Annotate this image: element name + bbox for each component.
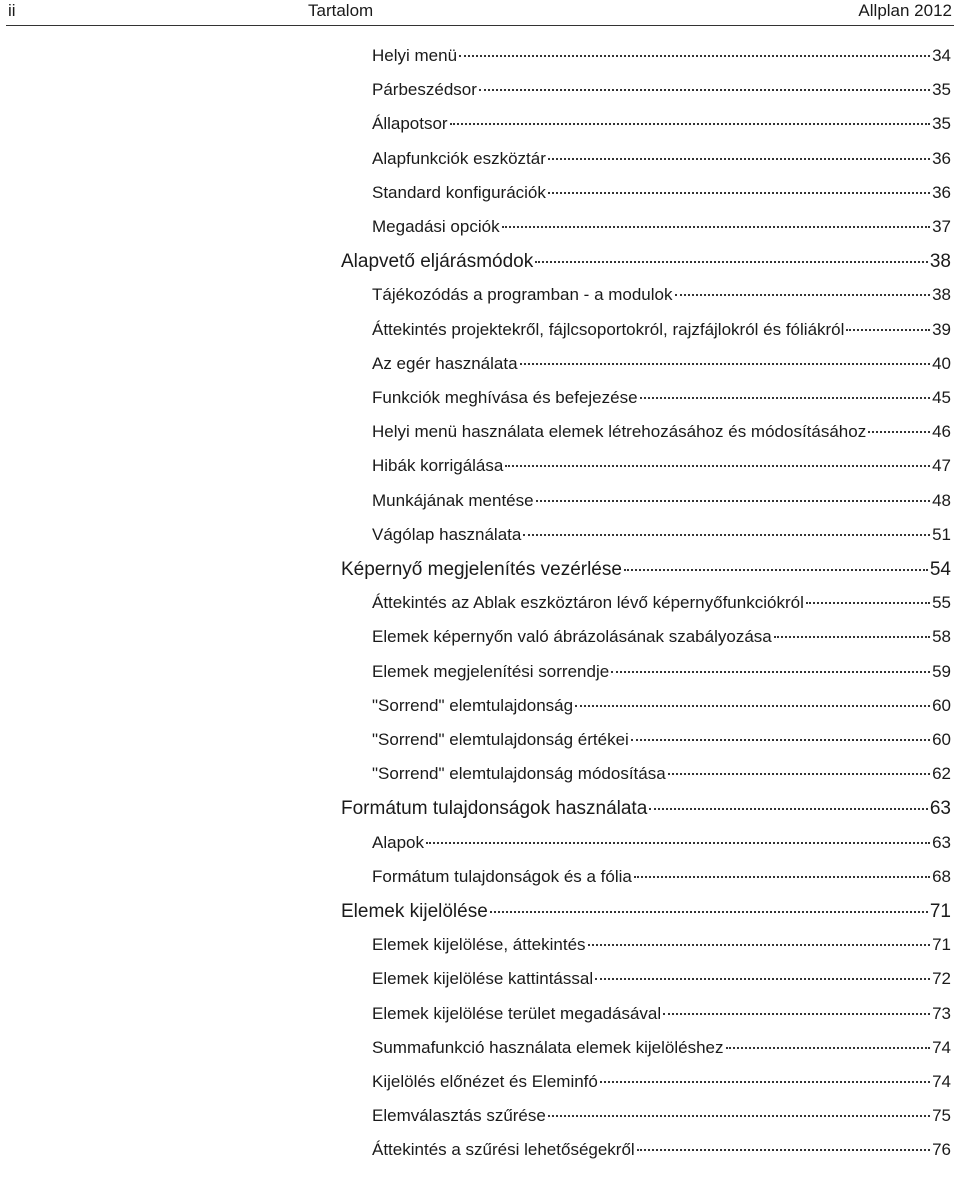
toc-section-entry[interactable] bbox=[372, 456, 951, 476]
toc-dot-leader bbox=[548, 158, 930, 160]
toc-dot-leader bbox=[502, 226, 931, 228]
toc-entry-page-number: 54 bbox=[929, 559, 951, 580]
toc-dot-leader bbox=[600, 1081, 930, 1083]
toc-dot-leader bbox=[523, 534, 930, 536]
toc-entry-title: Párbeszédsor bbox=[372, 80, 477, 100]
toc-dot-leader bbox=[806, 602, 930, 604]
toc-section-entry[interactable] bbox=[372, 935, 951, 955]
toc-entry-title: Áttekintés a szűrési lehetőségekről bbox=[372, 1140, 635, 1160]
toc-entry-page-number: 58 bbox=[932, 627, 951, 647]
toc-section-entry[interactable] bbox=[372, 183, 951, 203]
toc-dot-leader bbox=[637, 1149, 930, 1151]
toc-entry-title: Állapotsor bbox=[372, 114, 448, 134]
toc-entry-title: Alapok bbox=[372, 832, 424, 852]
toc-dot-leader bbox=[774, 636, 930, 638]
toc-entry-page-number: 62 bbox=[932, 764, 951, 784]
toc-dot-leader bbox=[640, 397, 931, 399]
toc-dot-leader bbox=[536, 500, 930, 502]
toc-section-entry[interactable] bbox=[372, 491, 951, 511]
toc-entry-page-number: 48 bbox=[932, 490, 951, 510]
toc-entry-title: Helyi menü bbox=[372, 46, 458, 65]
toc-entry-page-number: 45 bbox=[932, 388, 951, 407]
toc-section-entry[interactable] bbox=[372, 730, 951, 750]
toc-dot-leader bbox=[868, 431, 930, 433]
toc-entry-title: Formátum tulajdonságok és a fólia bbox=[372, 866, 632, 886]
toc-dot-leader bbox=[450, 123, 930, 125]
toc-entry-title: Tájékozódás a programban - a modulok bbox=[372, 285, 673, 305]
toc-entry-page-number: 60 bbox=[932, 730, 951, 749]
toc-section-entry[interactable] bbox=[372, 149, 951, 169]
toc-chapter-entry[interactable] bbox=[341, 798, 951, 820]
toc-entry-title: Elemválasztás szűrése bbox=[372, 1106, 546, 1126]
toc-dot-leader bbox=[505, 465, 930, 467]
toc-dot-leader bbox=[520, 363, 931, 365]
toc-chapter-entry[interactable] bbox=[341, 251, 951, 273]
header-rule bbox=[6, 25, 954, 26]
toc-section-entry[interactable] bbox=[372, 1038, 951, 1058]
toc-section-entry[interactable] bbox=[372, 46, 951, 66]
toc-entry-page-number: 68 bbox=[932, 866, 951, 886]
toc-entry-page-number: 35 bbox=[932, 80, 951, 100]
toc-section-entry[interactable] bbox=[372, 217, 951, 237]
toc-entry-title: Munkájának mentése bbox=[372, 490, 534, 510]
toc-entry-title: Megadási opciók bbox=[372, 217, 500, 236]
toc-section-entry[interactable] bbox=[372, 969, 951, 989]
toc-entry-page-number: 38 bbox=[929, 251, 951, 273]
toc-dot-leader bbox=[631, 739, 930, 741]
toc-entry-title: Áttekintés projektekről, fájlcsoportokról, rajzfájlokról és fóliákról bbox=[372, 319, 845, 339]
toc-entry-title: Képernyő megjelenítés vezérlése bbox=[341, 559, 622, 580]
toc-section-entry[interactable] bbox=[372, 662, 951, 682]
toc-entry-page-number: 74 bbox=[932, 1072, 951, 1091]
toc-entry-title: Elemek megjelenítési sorrendje bbox=[372, 661, 610, 681]
toc-section-entry[interactable] bbox=[372, 833, 951, 853]
toc-entry-page-number: 63 bbox=[929, 798, 951, 820]
toc-chapter-entry[interactable] bbox=[341, 901, 951, 923]
toc-dot-leader bbox=[548, 1115, 930, 1117]
toc-entry-page-number: 35 bbox=[932, 114, 951, 134]
toc-section-entry[interactable] bbox=[372, 696, 951, 716]
toc-entry-title: "Sorrend" elemtulajdonság bbox=[372, 695, 574, 715]
toc-dot-leader bbox=[490, 911, 928, 913]
toc-entry-page-number: 34 bbox=[932, 46, 951, 65]
toc-entry-title: Formátum tulajdonságok használata bbox=[341, 798, 648, 820]
header-section-title: Tartalom bbox=[308, 1, 374, 20]
toc-dot-leader bbox=[611, 671, 930, 673]
toc-section-entry[interactable] bbox=[372, 867, 951, 887]
toc-entry-title: Vágólap használata bbox=[372, 524, 522, 544]
toc-section-entry[interactable] bbox=[372, 422, 951, 442]
toc-section-entry[interactable] bbox=[372, 1140, 951, 1160]
toc-entry-page-number: 63 bbox=[932, 832, 951, 852]
toc-entry-title: Summafunkció használata elemek kijelöléshez bbox=[372, 1037, 724, 1057]
toc-entry-title: Elemek kijelölése kattintással bbox=[372, 969, 594, 989]
toc-section-entry[interactable] bbox=[372, 764, 951, 784]
toc-entry-title: "Sorrend" elemtulajdonság módosítása bbox=[372, 764, 666, 784]
toc-dot-leader bbox=[535, 261, 928, 263]
toc-dot-leader bbox=[426, 842, 930, 844]
toc-chapter-entry[interactable] bbox=[341, 559, 951, 581]
toc-section-entry[interactable] bbox=[372, 354, 951, 374]
toc-entry-title: Alapvető eljárásmódok bbox=[341, 251, 534, 273]
toc-entry-title: Elemek kijelölése, áttekintés bbox=[372, 935, 586, 955]
page-header bbox=[0, 0, 960, 24]
toc-dot-leader bbox=[649, 808, 928, 810]
toc-dot-leader bbox=[726, 1047, 931, 1049]
toc-entry-page-number: 72 bbox=[932, 969, 951, 989]
toc-entry-title: Elemek kijelölése terület megadásával bbox=[372, 1003, 662, 1023]
toc-entry-page-number: 37 bbox=[932, 217, 951, 236]
header-product-name: Allplan 2012 bbox=[858, 1, 952, 20]
toc-entry-page-number: 38 bbox=[932, 285, 951, 305]
toc-entry-page-number: 51 bbox=[932, 524, 951, 544]
toc-entry-title: Hibák korrigálása bbox=[372, 456, 504, 476]
toc-entry-page-number: 75 bbox=[932, 1106, 951, 1126]
toc-entry-page-number: 76 bbox=[932, 1140, 951, 1160]
toc-entry-page-number: 47 bbox=[932, 456, 951, 476]
toc-entry-title: Elemek kijelölése bbox=[341, 901, 488, 922]
toc-dot-leader bbox=[675, 294, 931, 296]
toc-entry-title: Alapfunkciók eszköztár bbox=[372, 148, 546, 168]
toc-section-entry[interactable] bbox=[372, 285, 951, 305]
toc-entry-title: Áttekintés az Ablak eszköztáron lévő képernyőfunkciókról bbox=[372, 593, 804, 613]
toc-entry-title: Standard konfigurációk bbox=[372, 182, 546, 202]
toc-section-entry[interactable] bbox=[372, 80, 951, 100]
toc-dot-leader bbox=[595, 978, 930, 980]
toc-dot-leader bbox=[634, 876, 930, 878]
toc-entry-page-number: 71 bbox=[929, 901, 951, 922]
toc-section-entry[interactable] bbox=[372, 627, 951, 647]
toc-entry-title: Helyi menü használata elemek létrehozásához és módosításához bbox=[372, 422, 867, 442]
toc-entry-page-number: 40 bbox=[932, 353, 951, 373]
toc-entry-page-number: 71 bbox=[932, 935, 951, 955]
toc-entry-page-number: 73 bbox=[932, 1003, 951, 1023]
toc-entry-title: Az egér használata bbox=[372, 353, 518, 373]
toc-dot-leader bbox=[663, 1013, 930, 1015]
toc-dot-leader bbox=[668, 773, 930, 775]
toc-entry-title: Funkciók meghívása és befejezése bbox=[372, 388, 638, 407]
toc-section-entry[interactable] bbox=[372, 388, 951, 408]
toc-section-entry[interactable] bbox=[372, 1106, 951, 1126]
toc-dot-leader bbox=[624, 569, 928, 571]
toc-entry-page-number: 36 bbox=[932, 182, 951, 202]
toc-entry-page-number: 39 bbox=[932, 319, 951, 339]
toc-entry-title: Elemek képernyőn való ábrázolásának szabályozása bbox=[372, 627, 772, 647]
toc-entry-page-number: 74 bbox=[932, 1037, 951, 1057]
header-page-number: ii bbox=[8, 1, 16, 20]
toc-dot-leader bbox=[846, 329, 930, 331]
toc-section-entry[interactable] bbox=[372, 593, 951, 613]
toc-entry-page-number: 55 bbox=[932, 593, 951, 613]
toc-entry-title: "Sorrend" elemtulajdonság értékei bbox=[372, 730, 629, 749]
toc-section-entry[interactable] bbox=[372, 1004, 951, 1024]
toc-entry-title: Kijelölés előnézet és Eleminfó bbox=[372, 1072, 598, 1091]
toc-dot-leader bbox=[459, 55, 930, 57]
toc-dot-leader bbox=[479, 89, 930, 91]
toc-entry-page-number: 60 bbox=[932, 695, 951, 715]
toc-entry-page-number: 36 bbox=[932, 148, 951, 168]
toc-entry-page-number: 59 bbox=[932, 661, 951, 681]
toc-dot-leader bbox=[588, 944, 931, 946]
toc-dot-leader bbox=[548, 192, 930, 194]
toc-section-entry[interactable] bbox=[372, 320, 951, 340]
toc-section-entry[interactable] bbox=[372, 114, 951, 134]
toc-entry-page-number: 46 bbox=[932, 422, 951, 442]
toc-section-entry[interactable] bbox=[372, 525, 951, 545]
toc-section-entry[interactable] bbox=[372, 1072, 951, 1092]
toc-dot-leader bbox=[575, 705, 930, 707]
